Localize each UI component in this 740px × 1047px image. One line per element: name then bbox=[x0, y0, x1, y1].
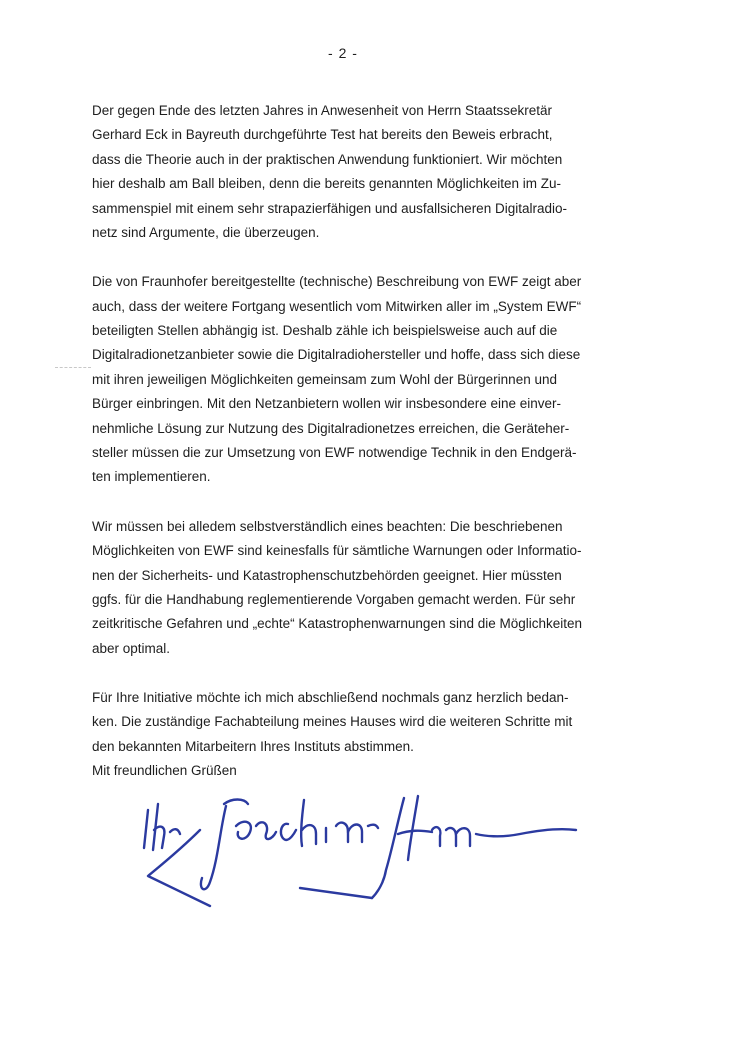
paragraph-2 bbox=[92, 270, 672, 490]
text-line: mit ihren jeweiligen Möglichkeiten gemeinsam zum Wohl der Bürgerinnen und bbox=[92, 371, 557, 387]
text-line: ten implementieren. bbox=[92, 469, 211, 485]
text-line: Für Ihre Initiative möchte ich mich abschließend nochmals ganz herzlich bedan- bbox=[92, 689, 569, 705]
text-line: dass die Theorie auch in der praktischen Anwendung funktioniert. Wir möchten bbox=[92, 151, 563, 167]
text-line: beteiligten Stellen abhängig ist. Deshalb zähle ich beispielsweise auch auf die bbox=[92, 323, 558, 339]
text-line: Digitalradionetzanbieter sowie die Digitalradiohersteller und hoffe, dass sich diese bbox=[92, 347, 581, 363]
closing-salutation: Mit freundlichen Grüßen bbox=[92, 763, 237, 778]
handwritten-signature bbox=[140, 790, 580, 910]
text-line: nen der Sicherheits- und Katastrophenschutzbehörden geeignet. Hier müssten bbox=[92, 567, 562, 583]
text-line: ggfs. für die Handhabung reglementierende Vorgaben gemacht werden. Für sehr bbox=[92, 591, 576, 607]
text-line: zeitkritische Gefahren und „echte“ Katastrophenwarnungen sind die Möglichkeiten bbox=[92, 616, 583, 632]
text-line: steller müssen die zur Umsetzung von EWF notwendige Technik in den Endgerä- bbox=[92, 445, 577, 461]
scan-artifact bbox=[55, 367, 91, 369]
text-line: Der gegen Ende des letzten Jahres in Anwesenheit von Herrn Staatssekretär bbox=[92, 103, 553, 118]
page-number: - 2 - bbox=[328, 45, 358, 61]
text-line: Bürger einbringen. Mit den Netzanbietern wollen wir insbesondere eine einver- bbox=[92, 396, 562, 412]
text-line: den bekannten Mitarbeitern Ihres Instituts abstimmen. bbox=[92, 738, 414, 754]
text-line: netz sind Argumente, die überzeugen. bbox=[92, 225, 320, 241]
text-line: Möglichkeiten von EWF sind keinesfalls für sämtliche Warnungen oder Informatio- bbox=[92, 543, 582, 559]
text-line: hier deshalb am Ball bleiben, denn die bereits genannten Möglichkeiten im Zu- bbox=[92, 176, 562, 192]
text-line: auch, dass der weitere Fortgang wesentlich vom Mitwirken aller im „System EWF“ bbox=[92, 298, 582, 314]
text-line: sammenspiel mit einem sehr strapazierfähigen und ausfallsicheren Digitalradio- bbox=[92, 200, 567, 216]
text-line: Wir müssen bei alledem selbstverständlich eines beachten: Die beschriebenen bbox=[92, 518, 563, 534]
text-line: aber optimal. bbox=[92, 640, 171, 656]
letter-body bbox=[92, 99, 672, 759]
text-line: Die von Fraunhofer bereitgestellte (technische) Beschreibung von EWF zeigt aber bbox=[92, 274, 582, 290]
paragraph-1 bbox=[92, 99, 672, 245]
text-line: Gerhard Eck in Bayreuth durchgeführte Test hat bereits den Beweis erbracht, bbox=[92, 127, 553, 143]
paragraph-4 bbox=[92, 686, 672, 759]
text-line: nehmliche Lösung zur Nutzung des Digitalradionetzes erreichen, die Geräteher- bbox=[92, 420, 570, 436]
text-line: ken. Die zuständige Fachabteilung meines Hauses wird die weiteren Schritte mit bbox=[92, 714, 573, 730]
paragraph-3 bbox=[92, 515, 672, 661]
